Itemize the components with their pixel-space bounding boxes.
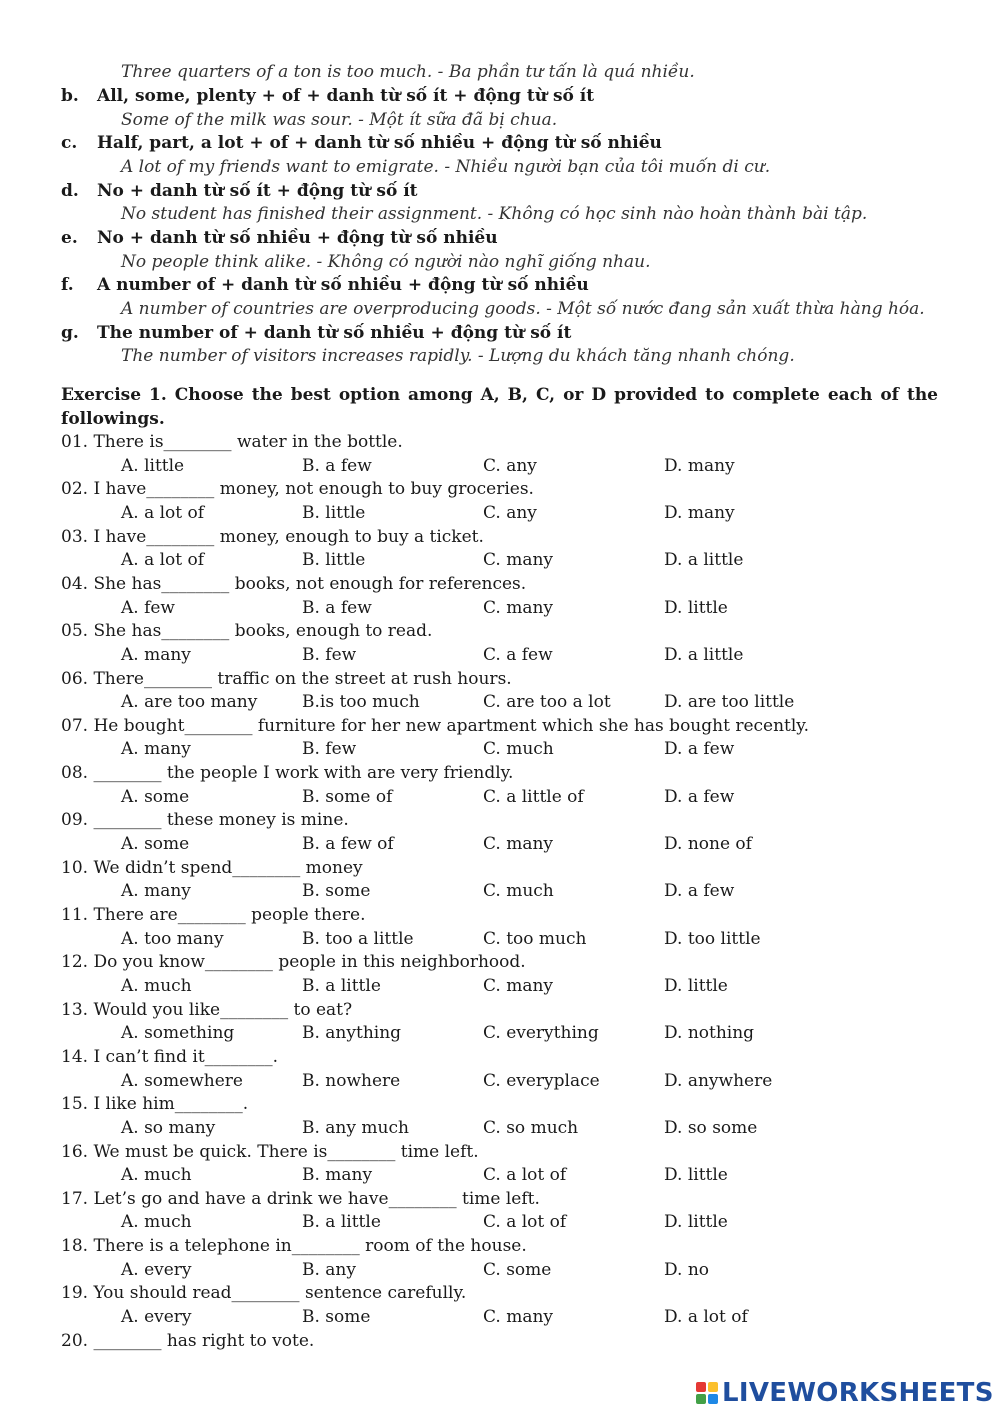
question-text: 10. We didn’t spend________ money [61, 857, 363, 878]
answer-option-c[interactable]: C. many [483, 550, 554, 571]
answer-option-c[interactable]: C. a lot of [483, 1165, 567, 1186]
answer-option-a[interactable]: A. many [121, 739, 191, 760]
answer-option-b[interactable]: B.is too much [302, 692, 420, 713]
answer-option-c[interactable]: C. a few [483, 644, 553, 665]
answer-option-a[interactable]: A. much [121, 1212, 192, 1233]
answer-option-b[interactable]: B. many [302, 1165, 373, 1186]
question-text: 07. He bought________ furniture for her new apartment which she has bought recently. [61, 715, 810, 736]
question-text: 08. ________ the people I work with are very friendly. [61, 763, 514, 784]
answer-option-b[interactable]: B. a few of [302, 834, 394, 855]
question-text: 17. Let’s go and have a drink we have________ time left. [61, 1188, 540, 1209]
answer-option-a[interactable]: A. many [121, 644, 191, 665]
answer-option-b[interactable]: B. nowhere [302, 1070, 401, 1091]
answer-option-a[interactable]: A. something [121, 1023, 235, 1044]
answer-option-a[interactable]: A. so many [121, 1117, 216, 1138]
answer-option-c[interactable]: C. so much [483, 1117, 579, 1138]
answer-option-d[interactable]: D. many [664, 455, 735, 476]
answer-option-d[interactable]: D. little [664, 1165, 728, 1186]
answer-option-c[interactable]: C. some [483, 1259, 552, 1280]
rule-d-example: No student has finished their assignment. - Không có học sinh nào hoàn thành bài tập. [121, 204, 868, 224]
answer-option-a[interactable]: A. too many [121, 928, 224, 949]
answer-option-a[interactable]: A. much [121, 1165, 192, 1186]
logo-text: LIVEWORKSHEETS [722, 1378, 994, 1408]
answer-option-c[interactable]: C. a lot of [483, 1212, 567, 1233]
rule-c: c. Half, part, a lot + of + danh từ số nhiều + động từ số nhiều [61, 133, 662, 153]
question-text: 14. I can’t find it________. [61, 1046, 279, 1067]
answer-option-b[interactable]: B. few [302, 739, 357, 760]
answer-option-d[interactable]: D. little [664, 1212, 728, 1233]
answer-option-b[interactable]: B. anything [302, 1023, 402, 1044]
answer-option-d[interactable]: D. many [664, 502, 735, 523]
answer-option-a[interactable]: A. few [121, 597, 175, 618]
answer-option-a[interactable]: A. somewhere [121, 1070, 243, 1091]
answer-option-d[interactable]: D. so some [664, 1117, 758, 1138]
rule-e: e. No + danh từ số nhiều + động từ số nhiều [61, 228, 498, 248]
rule-g-example: The number of visitors increases rapidly. - Lượng du khách tăng nhanh chóng. [121, 346, 795, 366]
answer-option-a[interactable]: A. every [121, 1307, 192, 1328]
answer-option-d[interactable]: D. nothing [664, 1023, 755, 1044]
answer-option-c[interactable]: C. a little of [483, 786, 584, 807]
answer-option-b[interactable]: B. too a little [302, 928, 414, 949]
question-text: 18. There is a telephone in________ room of the house. [61, 1236, 527, 1257]
answer-option-a[interactable]: A. are too many [121, 692, 258, 713]
answer-option-d[interactable]: D. anywhere [664, 1070, 773, 1091]
rule-e-example: No people think alike. - Không có người nào nghĩ giống nhau. [121, 252, 651, 272]
answer-option-b[interactable]: B. some of [302, 786, 393, 807]
rule-f: f. A number of + danh từ số nhiều + động từ số nhiều [61, 275, 589, 295]
answer-option-a[interactable]: A. much [121, 975, 192, 996]
answer-option-b[interactable]: B. a little [302, 975, 381, 996]
answer-option-b[interactable]: B. a few [302, 455, 372, 476]
question-text: 09. ________ these money is mine. [61, 810, 349, 831]
rule-d: d. No + danh từ số ít + động từ số ít [61, 181, 418, 201]
answer-option-c[interactable]: C. much [483, 881, 554, 902]
answer-option-b[interactable]: B. a few [302, 597, 372, 618]
answer-option-b[interactable]: B. any much [302, 1117, 409, 1138]
question-text: 01. There is________ water in the bottle. [61, 432, 403, 452]
exercise-title: Exercise 1. Choose the best option among A, B, C, or D provided to complete each of the followings. [61, 385, 938, 429]
question-text: 03. I have________ money, enough to buy a ticket. [61, 526, 484, 547]
answer-option-b[interactable]: B. a little [302, 1212, 381, 1233]
answer-option-b[interactable]: B. little [302, 502, 366, 523]
question-text: 20. ________ has right to vote. [61, 1330, 315, 1351]
question-text: 11. There are________ people there. [61, 905, 366, 925]
question-text: 06. There________ traffic on the street at rush hours. [61, 668, 512, 689]
rule-g: g. The number of + danh từ số nhiều + động từ số ít [61, 323, 572, 343]
question-text: 15. I like him________. [61, 1094, 249, 1115]
answer-option-c[interactable]: C. any [483, 455, 537, 476]
answer-option-b[interactable]: B. any [302, 1259, 356, 1280]
answer-option-a[interactable]: A. a lot of [121, 502, 205, 523]
answer-option-a[interactable]: A. little [121, 455, 185, 476]
answer-option-c[interactable]: C. too much [483, 928, 587, 949]
question-text: 16. We must be quick. There is________ time left. [61, 1141, 479, 1162]
answer-option-d[interactable]: D. are too little [664, 692, 795, 713]
answer-option-d[interactable]: D. too little [664, 928, 761, 949]
question-text: 05. She has________ books, enough to read. [61, 621, 433, 642]
answer-option-d[interactable]: D. a few [664, 739, 735, 760]
answer-option-d[interactable]: D. no [664, 1259, 710, 1280]
question-text: 13. Would you like________ to eat? [61, 999, 353, 1020]
answer-option-d[interactable]: D. a little [664, 550, 744, 571]
answer-option-d[interactable]: D. a lot of [664, 1307, 748, 1328]
question-text: 19. You should read________ sentence carefully. [61, 1283, 467, 1304]
answer-option-c[interactable]: C. are too a lot [483, 692, 611, 713]
answer-option-d[interactable]: D. little [664, 975, 728, 996]
question-text: 04. She has________ books, not enough for references. [61, 573, 527, 594]
liveworksheets-logo-icon [696, 1382, 718, 1404]
answer-option-c[interactable]: C. any [483, 502, 537, 523]
answer-option-c[interactable]: C. everyplace [483, 1070, 600, 1091]
answer-option-c[interactable]: C. much [483, 739, 554, 760]
question-text: 12. Do you know________ people in this neighborhood. [61, 952, 526, 973]
question-text: 02. I have________ money, not enough to buy groceries. [61, 479, 534, 500]
answer-option-d[interactable]: D. a few [664, 881, 735, 902]
answer-option-a[interactable]: A. some [121, 786, 190, 807]
answer-option-b[interactable]: B. few [302, 644, 357, 665]
rule-c-example: A lot of my friends want to emigrate. - Nhiều người bạn của tôi muốn di cư. [121, 157, 771, 177]
answer-option-c[interactable]: C. everything [483, 1023, 599, 1044]
liveworksheets-logo [696, 1378, 994, 1408]
answer-option-c[interactable]: C. many [483, 1307, 554, 1328]
answer-option-c[interactable]: C. many [483, 975, 554, 996]
answer-option-d[interactable]: D. little [664, 597, 728, 618]
rule-f-example: A number of countries are overproducing goods. - Một số nước đang sản xuất thừa hàng hóa. [121, 299, 925, 319]
rule-b: b. All, some, plenty + of + danh từ số ít + động từ số ít [61, 86, 595, 106]
rule-b-example: Some of the milk was sour. - Một ít sữa đã bị chua. [121, 110, 558, 130]
answer-option-b[interactable]: B. some [302, 1307, 371, 1328]
answer-option-c[interactable]: C. many [483, 597, 554, 618]
answer-option-c[interactable]: C. many [483, 834, 554, 855]
answer-option-d[interactable]: D. a few [664, 786, 735, 807]
answer-option-a[interactable]: A. some [121, 834, 190, 855]
answer-option-a[interactable]: A. many [121, 881, 191, 902]
answer-option-a[interactable]: A. every [121, 1259, 192, 1280]
answer-option-b[interactable]: B. some [302, 881, 371, 902]
answer-option-d[interactable]: D. none of [664, 834, 752, 855]
answer-option-a[interactable]: A. a lot of [121, 550, 205, 571]
answer-option-b[interactable]: B. little [302, 550, 366, 571]
rule-a-example: Three quarters of a ton is too much. - Ba phần tư tấn là quá nhiều. [121, 62, 695, 82]
answer-option-d[interactable]: D. a little [664, 644, 744, 665]
